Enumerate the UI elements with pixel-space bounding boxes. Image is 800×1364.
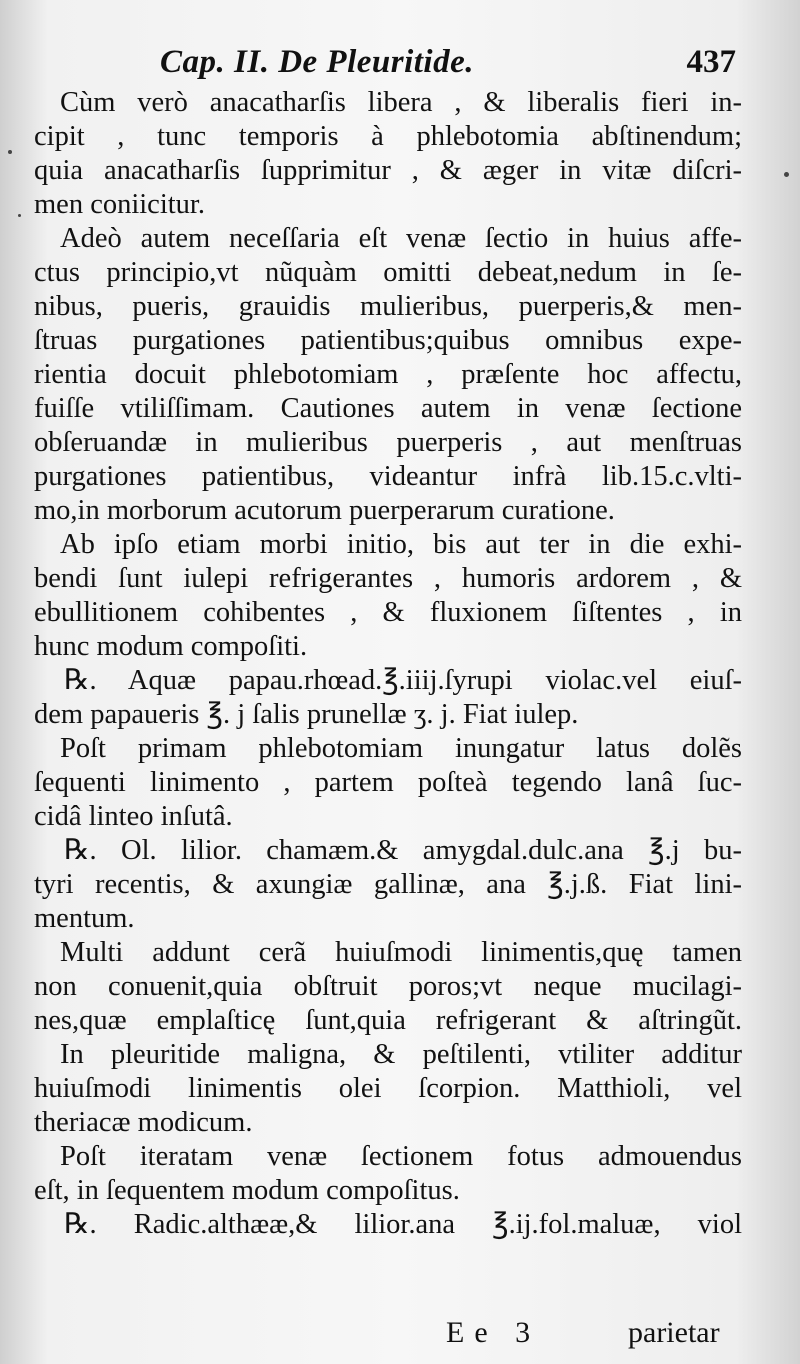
text-line: Poſt primam phlebotomiam inungatur latus dolẽs bbox=[60, 733, 742, 764]
text-line: purgationes patientibus, videantur infrà lib.15.c.vlti- bbox=[34, 461, 742, 492]
text-line: In pleuritide maligna, & peſtilenti, vtiliter additur bbox=[60, 1039, 742, 1070]
body-text bbox=[34, 86, 742, 1242]
page-footer bbox=[0, 1316, 800, 1356]
text-line: Cùm verò anacatharſis libera , & liberalis fieri in- bbox=[60, 87, 742, 118]
text-line: ſtruas purgationes patientibus;quibus omnibus expe- bbox=[34, 325, 742, 356]
text-line: theriacæ modicum. bbox=[34, 1107, 253, 1138]
text-line: Adeò autem neceſſaria eſt venæ ſectio in huius affe- bbox=[60, 223, 742, 254]
text-line: nes,quæ emplaſticę ſunt,quia refrigerant & aſtringũt. bbox=[34, 1005, 742, 1036]
text-line: ctus principio,vt nũquàm omitti debeat,nedum in ſe- bbox=[34, 257, 742, 288]
ink-speck bbox=[18, 214, 21, 217]
text-line: Poſt iteratam venæ ſectionem fotus admouendus bbox=[60, 1141, 742, 1172]
ink-speck bbox=[8, 150, 12, 154]
text-line: huiuſmodi linimentis olei ſcorpion. Matthioli, vel bbox=[34, 1073, 742, 1104]
text-line: ſequenti linimento , partem poſteà tegendo lanâ ſuc- bbox=[34, 767, 742, 798]
text-line: eſt, in ſequentem modum compoſitus. bbox=[34, 1175, 460, 1206]
text-line: tyri recentis, & axungiæ gallinæ, ana ℥.j.ß. Fiat lini- bbox=[34, 869, 742, 900]
text-line: hunc modum compoſiti. bbox=[34, 631, 308, 662]
text-line: fuiſſe vtiliſſimam. Cautiones autem in venæ ſectione bbox=[34, 393, 742, 424]
text-line: rientia docuit phlebotomiam , præſente hoc affectu, bbox=[34, 359, 742, 390]
text-line: non conuenit,quia obſtruit poros;vt neque mucilagi- bbox=[34, 971, 742, 1002]
text-line: obſeruandæ in mulieribus puerperis , aut menſtruas bbox=[34, 427, 742, 458]
text-line: ebullitionem cohibentes , & fluxionem ſiſtentes , in bbox=[34, 597, 742, 628]
text-line: cipit , tunc temporis à phlebotomia abſtinendum; bbox=[34, 121, 742, 152]
ink-speck bbox=[784, 172, 789, 177]
text-line: ℞. Ol. lilior. chamæm.& amygdal.dulc.ana ℥.j bu- bbox=[64, 835, 742, 866]
text-line: nibus, pueris, grauidis mulieribus, puerperis,& men- bbox=[34, 291, 742, 322]
page-header bbox=[160, 44, 740, 84]
text-line: ℞. Radic.althææ,& lilior.ana ℥.ij.fol.maluæ, viol bbox=[64, 1209, 742, 1240]
text-line: mo,in morborum acutorum puerperarum curatione. bbox=[34, 495, 615, 526]
text-line: quia anacatharſis ſupprimitur , & æger in vitæ diſcri- bbox=[34, 155, 742, 186]
text-line: dem papaueris ℥. j ſalis prunellæ ʒ. j. Fiat iulep. bbox=[34, 699, 579, 730]
page-number: 437 bbox=[686, 44, 736, 80]
signature-mark: Ee 3 bbox=[446, 1316, 541, 1349]
text-line: mentum. bbox=[34, 903, 135, 934]
text-line: ℞. Aquæ papau.rhœad.℥.iiij.ſyrupi violac.vel eiuſ- bbox=[64, 665, 742, 696]
catchword: parietar bbox=[628, 1316, 720, 1349]
text-line: men coniicitur. bbox=[34, 189, 205, 220]
text-line: Ab ipſo etiam morbi initio, bis aut ter in die exhi- bbox=[60, 529, 742, 560]
text-line: Multi addunt cerã huiuſmodi linimentis,quę tamen bbox=[60, 937, 742, 968]
text-line: cidâ linteo inſutâ. bbox=[34, 801, 233, 832]
running-title: Cap. II. De Pleuritide. bbox=[160, 44, 474, 80]
text-line: bendi ſunt iulepi refrigerantes , humoris ardorem , & bbox=[34, 563, 742, 594]
